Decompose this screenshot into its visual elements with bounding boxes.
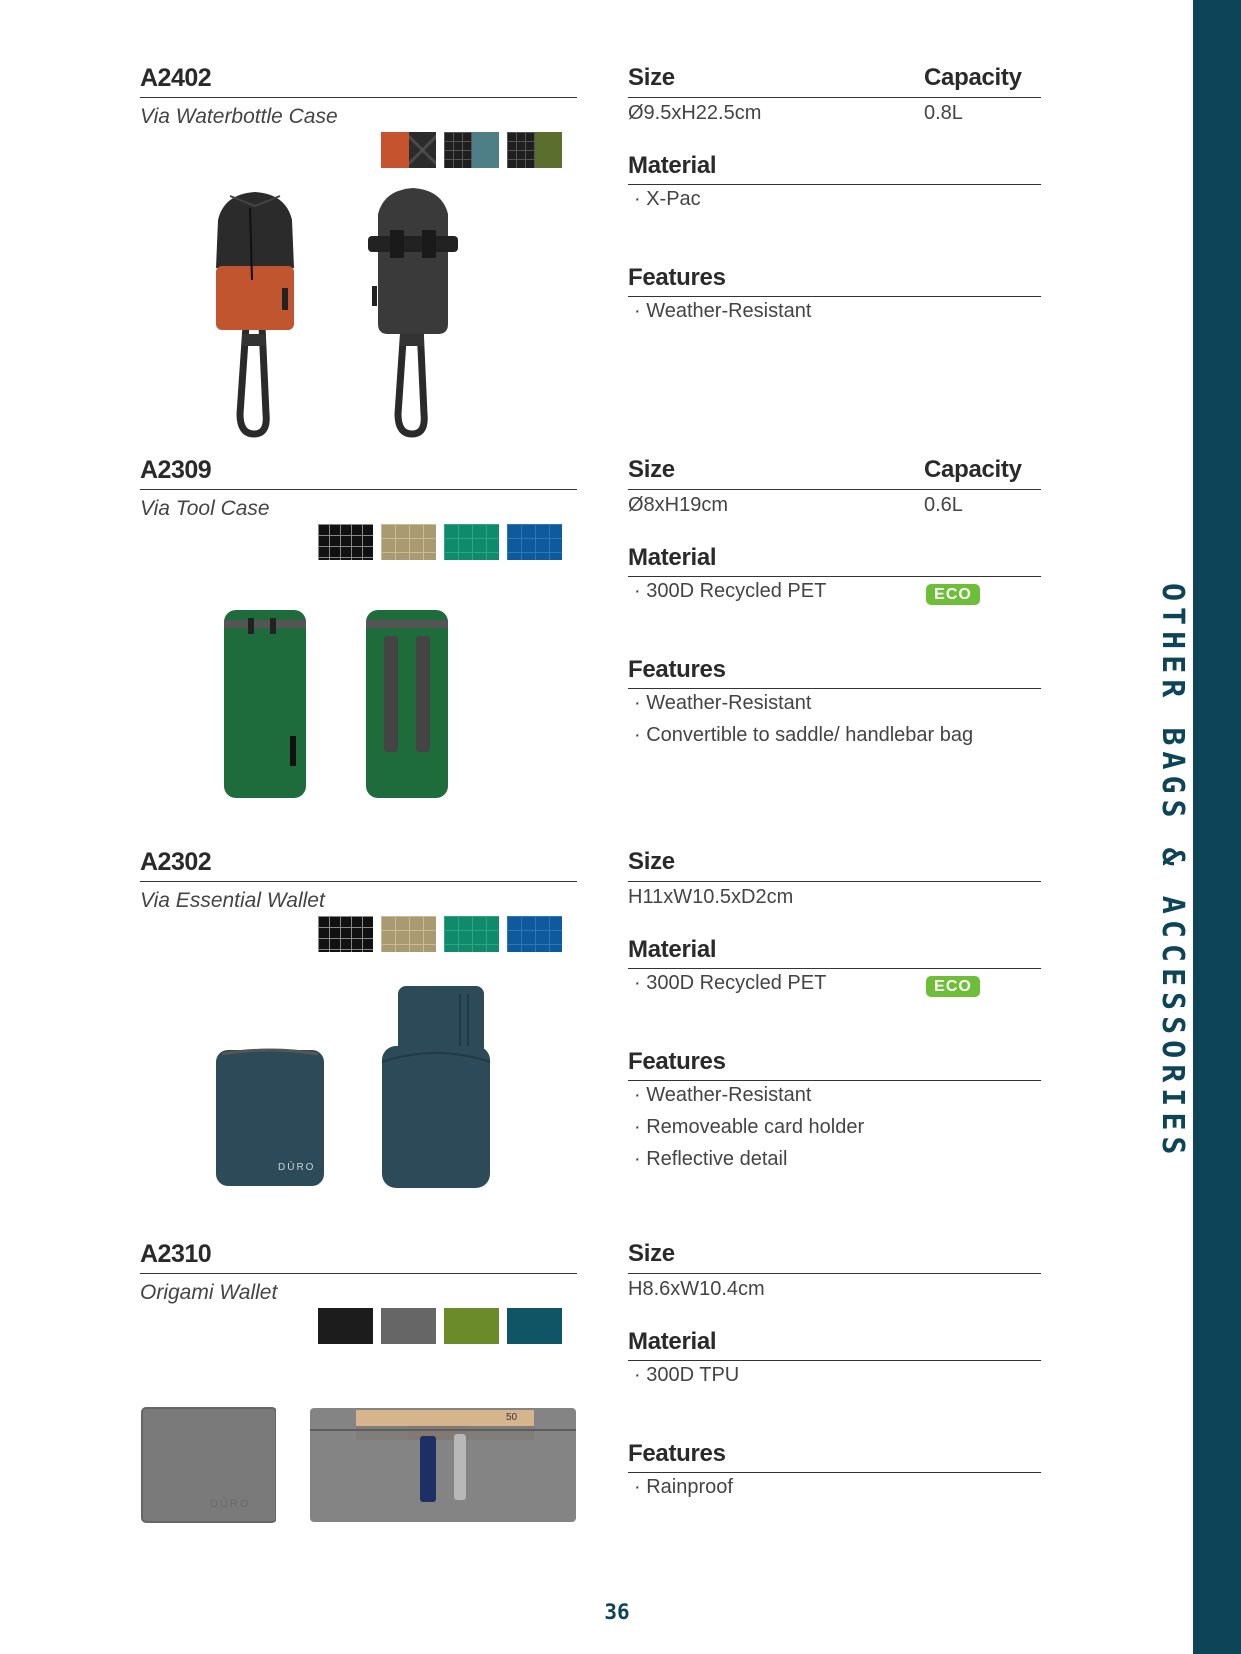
product-name: Via Waterbottle Case (140, 105, 338, 128)
material-item: · 300D TPU (634, 1364, 740, 1386)
material-heading: Material (628, 936, 717, 963)
feature-item: · Weather-Resistant (634, 300, 812, 322)
product-name: Origami Wallet (140, 1281, 278, 1304)
color-swatch (444, 132, 499, 168)
capacity-heading: Capacity (924, 64, 1022, 91)
color-swatches (381, 132, 562, 168)
features-heading: Features (628, 264, 726, 291)
tool-case-front-image (222, 606, 308, 802)
color-swatch (507, 132, 562, 168)
divider (628, 184, 1041, 185)
eco-badge: ECO (926, 584, 980, 605)
feature-item: · Weather-Resistant (634, 1084, 812, 1106)
material-heading: Material (628, 544, 717, 571)
banknote-denomination: 50 (506, 1412, 518, 1423)
waterbottle-case-black-image (368, 184, 458, 500)
color-swatch (444, 916, 499, 952)
material-heading: Material (628, 152, 717, 179)
color-swatch (381, 524, 436, 560)
color-swatches (318, 1308, 562, 1344)
size-heading: Size (628, 1240, 675, 1267)
product-a2302 (0, 848, 1100, 1228)
product-code: A2302 (140, 848, 212, 876)
divider (628, 97, 1041, 98)
product-a2310 (0, 1240, 1100, 1620)
color-swatches (318, 524, 562, 560)
divider (628, 296, 1041, 297)
divider (628, 1360, 1041, 1361)
color-swatch (444, 1308, 499, 1344)
feature-item: · Reflective detail (634, 1148, 788, 1170)
product-name: Via Essential Wallet (140, 889, 325, 912)
side-color-band (1193, 0, 1241, 1654)
material-item: · X-Pac (634, 188, 701, 210)
product-code: A2310 (140, 1240, 212, 1268)
capacity-heading: Capacity (924, 456, 1022, 483)
eco-badge: ECO (926, 976, 980, 997)
origami-wallet-open-image (308, 1406, 578, 1524)
divider (628, 881, 1041, 882)
divider (140, 881, 577, 882)
color-swatch (381, 916, 436, 952)
wallet-brand-mark: DŪRO (278, 1162, 316, 1173)
essential-wallet-open-image (380, 984, 494, 1190)
material-item: · 300D Recycled PET (634, 580, 827, 602)
feature-item: · Rainproof (634, 1476, 733, 1498)
divider (140, 1273, 577, 1274)
size-value: Ø9.5xH22.5cm (628, 102, 762, 124)
product-code: A2402 (140, 64, 212, 92)
color-swatch (507, 524, 562, 560)
material-item: · 300D Recycled PET (634, 972, 827, 994)
origami-wallet-closed-image (140, 1404, 276, 1524)
divider (140, 97, 577, 98)
size-heading: Size (628, 456, 675, 483)
product-a2402 (0, 64, 1100, 444)
size-heading: Size (628, 848, 675, 875)
product-a2309 (0, 456, 1100, 836)
color-swatch (444, 524, 499, 560)
features-heading: Features (628, 1440, 726, 1467)
divider (628, 688, 1041, 689)
size-value: H11xW10.5xD2cm (628, 886, 794, 908)
product-code: A2309 (140, 456, 212, 484)
feature-item: · Weather-Resistant (634, 692, 812, 714)
size-value: H8.6xW10.4cm (628, 1278, 765, 1300)
size-value: Ø8xH19cm (628, 494, 729, 516)
features-heading: Features (628, 1048, 726, 1075)
divider (628, 1273, 1041, 1274)
color-swatches (318, 916, 562, 952)
divider (628, 1472, 1041, 1473)
divider (628, 576, 1041, 577)
divider (140, 489, 577, 490)
color-swatch (381, 1308, 436, 1344)
color-swatch (318, 916, 373, 952)
material-heading: Material (628, 1328, 717, 1355)
color-swatch (318, 524, 373, 560)
page-number: 36 (604, 1600, 630, 1624)
feature-item: · Convertible to saddle/ handlebar bag (634, 724, 974, 746)
size-heading: Size (628, 64, 675, 91)
capacity-value: 0.6L (924, 494, 963, 516)
color-swatch (507, 1308, 562, 1344)
color-swatch (507, 916, 562, 952)
capacity-value: 0.8L (924, 102, 963, 124)
divider (628, 489, 1041, 490)
color-swatch (381, 132, 436, 168)
section-title-vertical: OTHER BAGS & ACCESSORIES (1155, 583, 1190, 1161)
feature-item: · Removeable card holder (634, 1116, 865, 1138)
waterbottle-case-rust-image (210, 184, 300, 500)
divider (628, 1080, 1041, 1081)
product-name: Via Tool Case (140, 497, 270, 520)
divider (628, 968, 1041, 969)
origami-brand-mark: DŪRO (210, 1498, 251, 1510)
color-swatch (318, 1308, 373, 1344)
features-heading: Features (628, 656, 726, 683)
tool-case-back-image (364, 606, 450, 802)
